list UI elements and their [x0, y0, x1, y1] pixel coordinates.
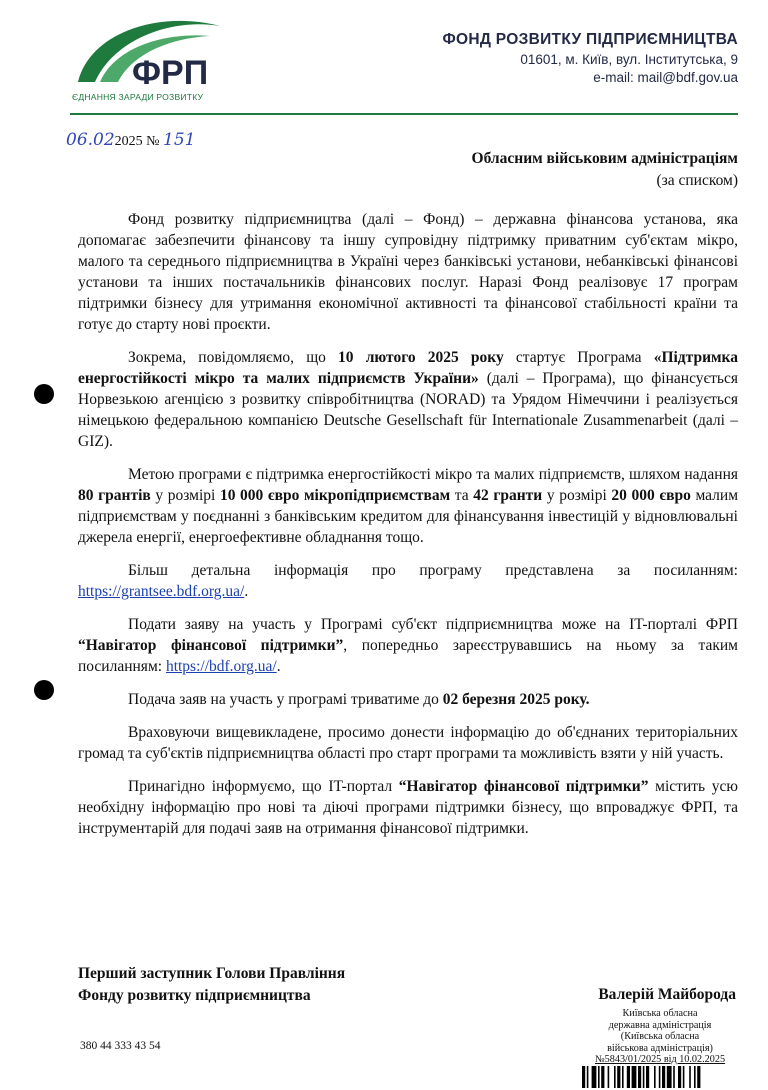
signatory-name: Валерій Майборода [598, 986, 736, 1003]
grantsee-link[interactable]: https://grantsee.bdf.org.ua/ [78, 583, 245, 600]
barcode-bar [632, 1066, 637, 1088]
barcode-bar [697, 1066, 700, 1088]
barcode [582, 1066, 740, 1088]
paragraph-1: Фонд розвитку підприємництва (далі – Фонд) – державна фінансова установа, яка допомагає забезпечити фінансову та іншу супровідну підтримку приватним суб'єктам мікро, малого та середнього підприємництва в Україні через банківські установи, небанківські фінансові установи та інших постачальників фінансових послуг. Наразі Фонд реалізовує 17 програм підтримки бізнесу для утримання економічної активності та фінансової стабільності країни та готує до старту нові проєкти. [78, 211, 738, 333]
barcode-bar [608, 1066, 610, 1088]
barcode-bar [627, 1066, 630, 1088]
org-address: 01601, м. Київ, вул. Інститутська, 9 [520, 52, 738, 67]
paragraph-3: Метою програми є підтримка енергостійкості мікро та малих підприємств, шляхом надання 80 грантів у розмірі 10 000 євро мікропідприємствам та 42 гранти у розмірі 20 000 євро малим підприємствам у поєднанні з банківським кредитом для фінансування інвестицій у відновлювальні джерела енергії, енергоефективне обладнання тощо. [78, 466, 739, 546]
paragraph-7: Враховуючи вищевикладене, просимо донести інформацію до об'єднаних територіальних громад та суб'єктів підприємництва області про старт програми та можливість взяти у ній участь. [78, 724, 738, 762]
filing-hole-top [34, 384, 54, 404]
barcode-bar [659, 1066, 661, 1088]
program-name: «Підтримка енергостійкості мікро та малих підприємств України» [78, 349, 738, 387]
paragraph-5: Подати заяву на участь у Програмі суб'єкт підприємництва може на IT-порталі ФРП “Навігатор фінансової підтримки”, попередньо зареєструвавшись на ньому за таким посиланням: https://bdf.org.ua/. [78, 616, 738, 675]
paragraph-8: Принагідно інформуємо, що IT-портал “Навігатор фінансової підтримки” містить усю необхідну інформацію про нові та діючі програми підтримки бізнесу, що впроваджує ФРП, та інструментарій для подачі заяв на отримання фінансової підтримки. [78, 778, 739, 837]
barcode-bar [617, 1066, 620, 1088]
barcode-bar [662, 1066, 665, 1088]
paragraph-2: Зокрема, повідомляємо, що 10 лютого 2025 року стартує Програма «Підтримка енергостійкості мікро та малих підприємств України» (далі – Програма), що фінансується Норвезькою агенцією з розвитку співробітництва (NORAD) та Урядом Німеччини і реалізується німецькою федеральною компанією Deutsche Gesellschaft für Internationale Zusammenarbeit (далі – GIZ). [78, 349, 738, 450]
registration-line [66, 130, 195, 150]
frp-logo [70, 12, 250, 104]
barcode-bar [678, 1066, 681, 1088]
addressee-line2: (за списком) [656, 172, 738, 189]
barcode-bar [643, 1066, 645, 1088]
reg-number-handwritten: 151 [163, 130, 196, 150]
barcode-bar [592, 1066, 597, 1088]
barcode-bar [598, 1066, 600, 1088]
portal-name: “Навігатор фінансової підтримки” [78, 637, 344, 654]
barcode-bar [614, 1066, 616, 1088]
logo-text: ФРП [132, 54, 209, 92]
letter-body [78, 209, 738, 851]
org-block [442, 31, 738, 85]
start-date: 10 лютого 2025 року [338, 349, 504, 366]
barcode-bar [694, 1066, 696, 1088]
barcode-bar [587, 1066, 589, 1088]
barcode-bar [646, 1066, 649, 1088]
paragraph-4: Більш детальна інформація про програму представлена за посиланням: https://grantsee.bdf.org.ua/. [78, 562, 738, 600]
barcode-bar [654, 1066, 656, 1088]
barcode-bar [689, 1066, 691, 1088]
addressee-line1: Обласним військовим адміністраціям [471, 150, 738, 167]
org-name: ФОНД РОЗВИТКУ ПІДПРИЄМНИЦТВА [442, 31, 738, 48]
reg-date-handwritten: 06.02 [66, 130, 115, 150]
stamp-number: №5843/01/2025 від 10.02.2025 [594, 1054, 726, 1065]
incoming-stamp: Київська обласна державна адміністрація (Київська обласна військова адміністрація) №5843/01/2025 від 10.02.2025 [580, 1008, 740, 1066]
signatory-position: Перший заступник Голови Правління Фонду розвитку підприємництва [78, 965, 346, 1004]
bdf-link[interactable]: https://bdf.org.ua/ [165, 658, 277, 675]
paragraph-6: Подача заяв на участь у програмі триватиме до 02 березня 2025 року. [128, 691, 590, 708]
barcode-bar [667, 1066, 672, 1088]
addressee [472, 148, 738, 192]
deadline: 02 березня 2025 року. [442, 691, 590, 708]
letterhead-rule [70, 113, 738, 115]
org-email: e-mail: mail@bdf.gov.ua [593, 70, 738, 85]
barcode-bar [638, 1066, 641, 1088]
contact-phone: 380 44 333 43 54 [80, 1040, 161, 1052]
barcode-bar [683, 1066, 685, 1088]
reg-year: 2025 № [114, 134, 160, 149]
filing-hole-bottom [34, 680, 54, 700]
barcode-bar [673, 1066, 675, 1088]
barcode-bar [582, 1066, 585, 1088]
barcode-bar [601, 1066, 604, 1088]
barcode-bar [622, 1066, 624, 1088]
logo-tagline: ЄДНАННЯ ЗАРАДИ РОЗВИТКУ [72, 92, 204, 102]
